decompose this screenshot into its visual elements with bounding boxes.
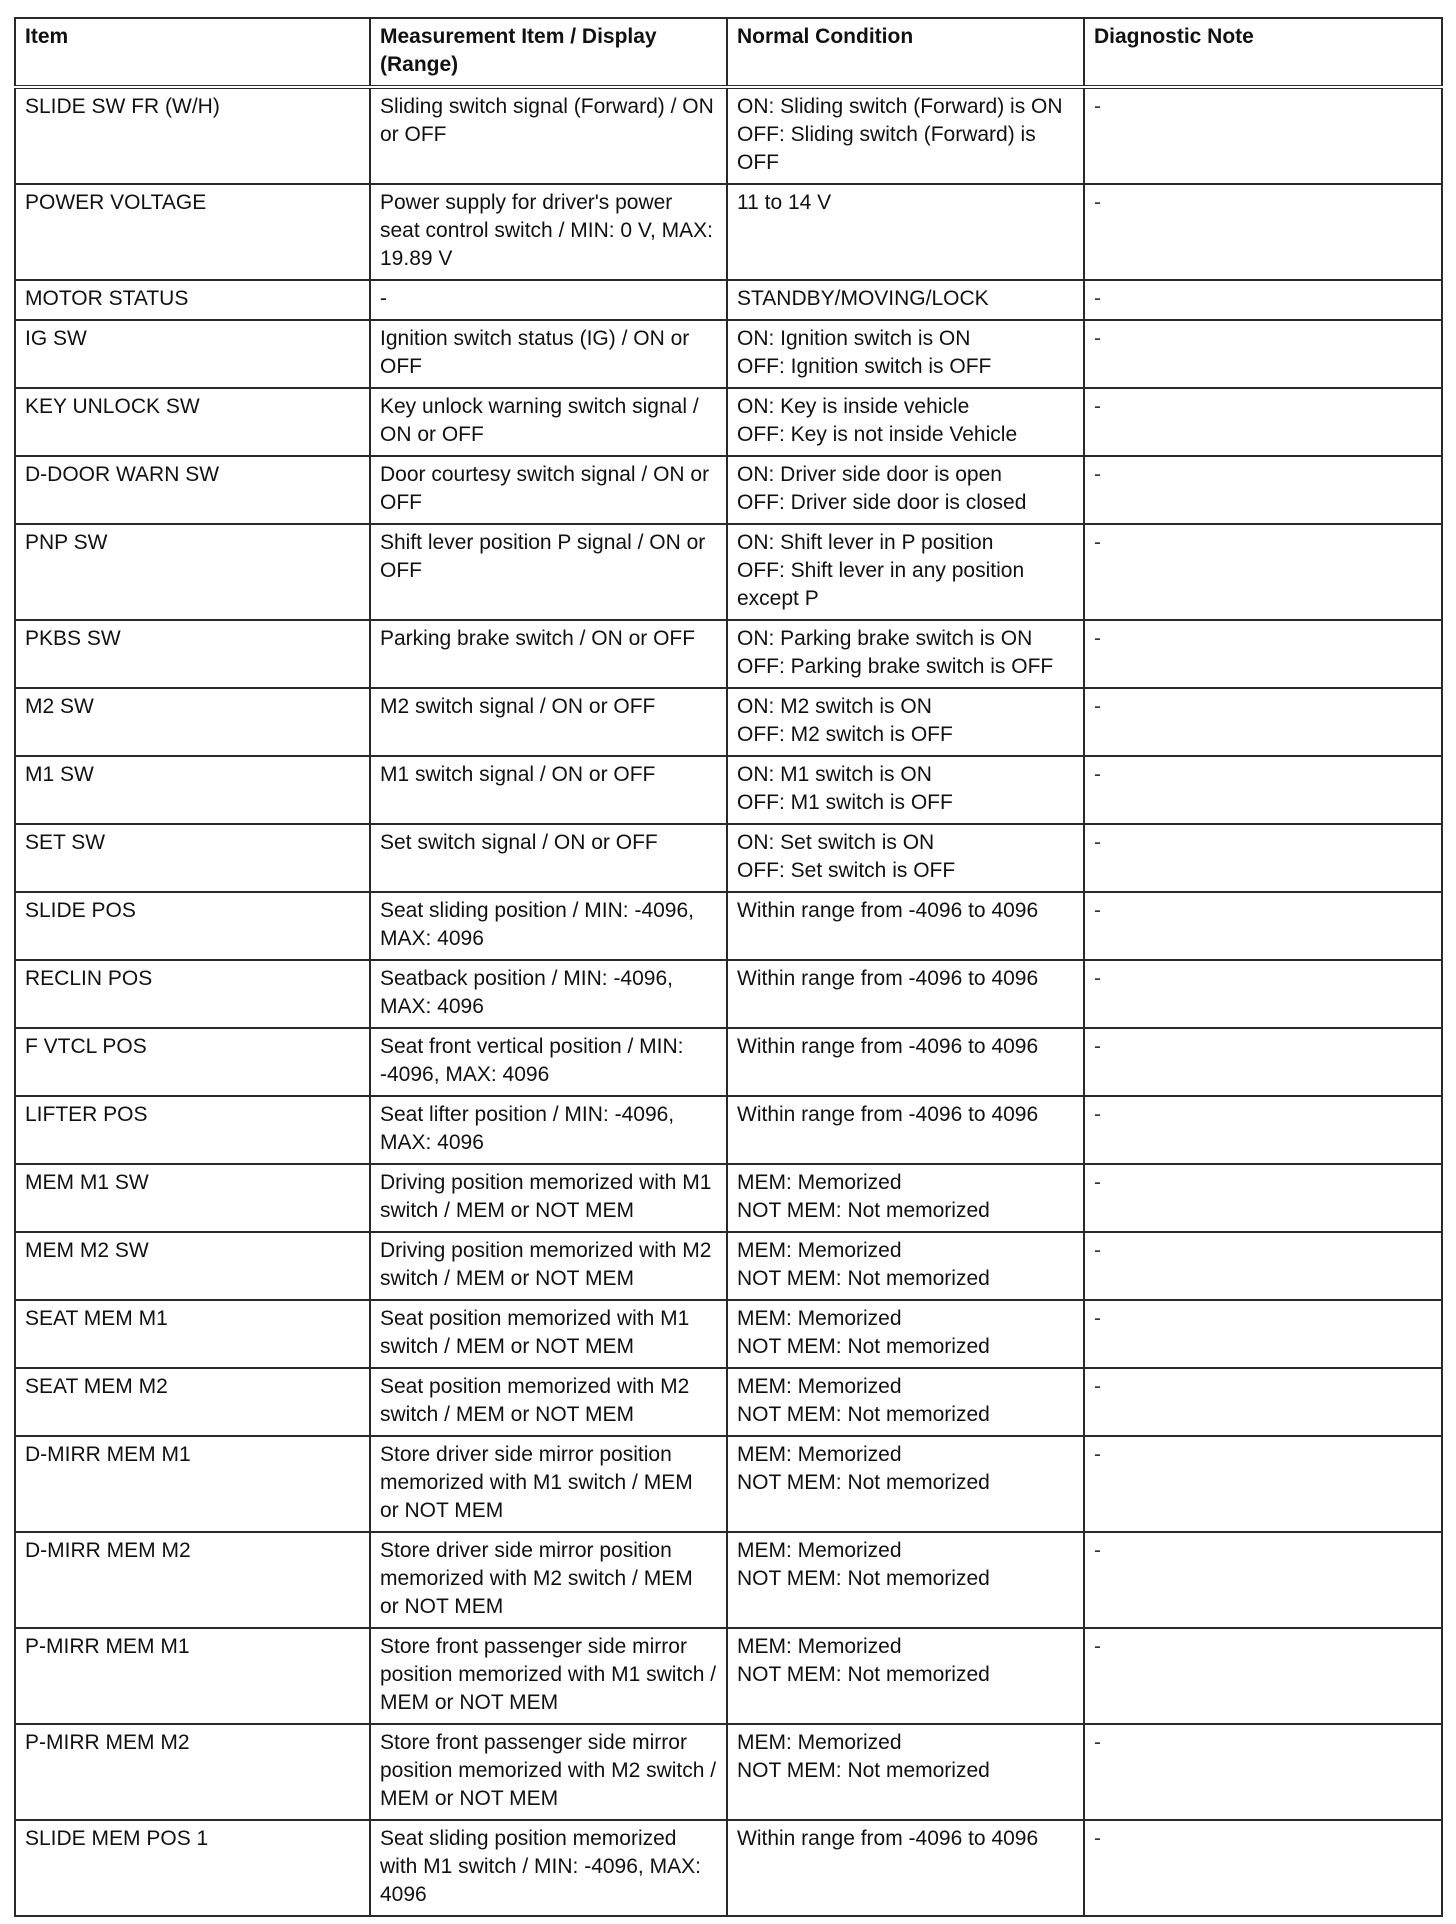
cell-diagnostic-note: - xyxy=(1084,824,1442,892)
cell-diagnostic-note: - xyxy=(1084,1028,1442,1096)
table-row xyxy=(15,1436,1442,1532)
cell-item: SEAT MEM M1 xyxy=(15,1300,370,1368)
cell-measurement: Seatback position / MIN: -4096, MAX: 4096 xyxy=(370,960,727,1028)
cell-item: D-DOOR WARN SW xyxy=(15,456,370,524)
table-row xyxy=(15,1164,1442,1232)
cell-normal-condition: STANDBY/MOVING/LOCK xyxy=(727,280,1084,320)
cell-measurement: M1 switch signal / ON or OFF xyxy=(370,756,727,824)
cell-measurement: - xyxy=(370,280,727,320)
cell-item: F VTCL POS xyxy=(15,1028,370,1096)
cell-normal-condition: ON: Parking brake switch is ON OFF: Parking brake switch is OFF xyxy=(727,620,1084,688)
cell-measurement: Parking brake switch / ON or OFF xyxy=(370,620,727,688)
table-row xyxy=(15,824,1442,892)
cell-item: MOTOR STATUS xyxy=(15,280,370,320)
cell-measurement: Seat front vertical position / MIN: -4096, MAX: 4096 xyxy=(370,1028,727,1096)
cell-item: IG SW xyxy=(15,320,370,388)
cell-item: P-MIRR MEM M2 xyxy=(15,1724,370,1820)
table-row xyxy=(15,756,1442,824)
cell-diagnostic-note: - xyxy=(1084,1164,1442,1232)
cell-measurement: Set switch signal / ON or OFF xyxy=(370,824,727,892)
table-row xyxy=(15,184,1442,280)
cell-measurement: Seat lifter position / MIN: -4096, MAX: 4096 xyxy=(370,1096,727,1164)
cell-item: PKBS SW xyxy=(15,620,370,688)
header-measurement: Measurement Item / Display (Range) xyxy=(370,18,727,87)
cell-diagnostic-note: - xyxy=(1084,1532,1442,1628)
cell-item: SEAT MEM M2 xyxy=(15,1368,370,1436)
cell-diagnostic-note: - xyxy=(1084,1628,1442,1724)
cell-item: M1 SW xyxy=(15,756,370,824)
cell-normal-condition: ON: Shift lever in P position OFF: Shift lever in any position except P xyxy=(727,524,1084,620)
cell-measurement: Sliding switch signal (Forward) / ON or OFF xyxy=(370,87,727,184)
cell-normal-condition: MEM: Memorized NOT MEM: Not memorized xyxy=(727,1164,1084,1232)
cell-diagnostic-note: - xyxy=(1084,87,1442,184)
data-list-table xyxy=(14,17,1443,1917)
cell-item: SLIDE POS xyxy=(15,892,370,960)
cell-diagnostic-note: - xyxy=(1084,388,1442,456)
cell-normal-condition: ON: Ignition switch is ON OFF: Ignition switch is OFF xyxy=(727,320,1084,388)
cell-item: PNP SW xyxy=(15,524,370,620)
cell-measurement: Key unlock warning switch signal / ON or OFF xyxy=(370,388,727,456)
table-row xyxy=(15,87,1442,184)
cell-measurement: Door courtesy switch signal / ON or OFF xyxy=(370,456,727,524)
cell-diagnostic-note: - xyxy=(1084,620,1442,688)
cell-diagnostic-note: - xyxy=(1084,960,1442,1028)
cell-measurement: Seat position memorized with M2 switch / MEM or NOT MEM xyxy=(370,1368,727,1436)
cell-normal-condition: MEM: Memorized NOT MEM: Not memorized xyxy=(727,1724,1084,1820)
cell-item: KEY UNLOCK SW xyxy=(15,388,370,456)
cell-normal-condition: ON: Driver side door is open OFF: Driver side door is closed xyxy=(727,456,1084,524)
table-row xyxy=(15,1232,1442,1300)
cell-measurement: Seat sliding position / MIN: -4096, MAX: 4096 xyxy=(370,892,727,960)
cell-diagnostic-note: - xyxy=(1084,1232,1442,1300)
cell-item: MEM M1 SW xyxy=(15,1164,370,1232)
cell-normal-condition: Within range from -4096 to 4096 xyxy=(727,1820,1084,1916)
cell-item: P-MIRR MEM M1 xyxy=(15,1628,370,1724)
cell-normal-condition: Within range from -4096 to 4096 xyxy=(727,1028,1084,1096)
cell-diagnostic-note: - xyxy=(1084,1368,1442,1436)
cell-measurement: Driving position memorized with M1 switch / MEM or NOT MEM xyxy=(370,1164,727,1232)
cell-diagnostic-note: - xyxy=(1084,892,1442,960)
cell-item: MEM M2 SW xyxy=(15,1232,370,1300)
cell-item: RECLIN POS xyxy=(15,960,370,1028)
cell-normal-condition: ON: Key is inside vehicle OFF: Key is not inside Vehicle xyxy=(727,388,1084,456)
table-row xyxy=(15,1820,1442,1916)
cell-normal-condition: MEM: Memorized NOT MEM: Not memorized xyxy=(727,1232,1084,1300)
cell-diagnostic-note: - xyxy=(1084,320,1442,388)
cell-item: SLIDE SW FR (W/H) xyxy=(15,87,370,184)
table-row xyxy=(15,320,1442,388)
table-row xyxy=(15,1724,1442,1820)
table-row xyxy=(15,892,1442,960)
cell-normal-condition: ON: M1 switch is ON OFF: M1 switch is OFF xyxy=(727,756,1084,824)
cell-normal-condition: MEM: Memorized NOT MEM: Not memorized xyxy=(727,1628,1084,1724)
cell-measurement: M2 switch signal / ON or OFF xyxy=(370,688,727,756)
cell-normal-condition: Within range from -4096 to 4096 xyxy=(727,892,1084,960)
cell-measurement: Store front passenger side mirror position memorized with M1 switch / MEM or NOT MEM xyxy=(370,1628,727,1724)
cell-measurement: Store driver side mirror position memorized with M2 switch / MEM or NOT MEM xyxy=(370,1532,727,1628)
header-item: Item xyxy=(15,18,370,87)
cell-item: POWER VOLTAGE xyxy=(15,184,370,280)
cell-normal-condition: MEM: Memorized NOT MEM: Not memorized xyxy=(727,1436,1084,1532)
cell-diagnostic-note: - xyxy=(1084,1300,1442,1368)
cell-normal-condition: MEM: Memorized NOT MEM: Not memorized xyxy=(727,1300,1084,1368)
cell-diagnostic-note: - xyxy=(1084,1096,1442,1164)
table-row xyxy=(15,1532,1442,1628)
cell-item: D-MIRR MEM M1 xyxy=(15,1436,370,1532)
cell-measurement: Seat position memorized with M1 switch / MEM or NOT MEM xyxy=(370,1300,727,1368)
cell-diagnostic-note: - xyxy=(1084,280,1442,320)
cell-diagnostic-note: - xyxy=(1084,524,1442,620)
cell-diagnostic-note: - xyxy=(1084,1724,1442,1820)
table-row xyxy=(15,388,1442,456)
cell-item: LIFTER POS xyxy=(15,1096,370,1164)
cell-diagnostic-note: - xyxy=(1084,456,1442,524)
cell-diagnostic-note: - xyxy=(1084,1436,1442,1532)
data-list-sheet xyxy=(14,17,1441,1917)
cell-normal-condition: MEM: Memorized NOT MEM: Not memorized xyxy=(727,1532,1084,1628)
cell-item: M2 SW xyxy=(15,688,370,756)
cell-normal-condition: MEM: Memorized NOT MEM: Not memorized xyxy=(727,1368,1084,1436)
table-row xyxy=(15,1028,1442,1096)
cell-measurement: Store driver side mirror position memorized with M1 switch / MEM or NOT MEM xyxy=(370,1436,727,1532)
cell-measurement: Driving position memorized with M2 switch / MEM or NOT MEM xyxy=(370,1232,727,1300)
table-row xyxy=(15,960,1442,1028)
table-body xyxy=(15,87,1442,1916)
table-row xyxy=(15,620,1442,688)
cell-diagnostic-note: - xyxy=(1084,184,1442,280)
cell-item: D-MIRR MEM M2 xyxy=(15,1532,370,1628)
cell-measurement: Store front passenger side mirror position memorized with M2 switch / MEM or NOT MEM xyxy=(370,1724,727,1820)
cell-item: SET SW xyxy=(15,824,370,892)
table-row xyxy=(15,1300,1442,1368)
cell-normal-condition: 11 to 14 V xyxy=(727,184,1084,280)
cell-diagnostic-note: - xyxy=(1084,688,1442,756)
table-row xyxy=(15,688,1442,756)
cell-normal-condition: Within range from -4096 to 4096 xyxy=(727,1096,1084,1164)
table-row xyxy=(15,456,1442,524)
cell-normal-condition: ON: Set switch is ON OFF: Set switch is OFF xyxy=(727,824,1084,892)
table-row xyxy=(15,1096,1442,1164)
cell-measurement: Power supply for driver's power seat control switch / MIN: 0 V, MAX: 19.89 V xyxy=(370,184,727,280)
cell-normal-condition: ON: M2 switch is ON OFF: M2 switch is OFF xyxy=(727,688,1084,756)
header-diagnostic-note: Diagnostic Note xyxy=(1084,18,1442,87)
header-row xyxy=(15,18,1442,87)
table-row xyxy=(15,280,1442,320)
table-row xyxy=(15,1628,1442,1724)
cell-measurement: Seat sliding position memorized with M1 switch / MIN: -4096, MAX: 4096 xyxy=(370,1820,727,1916)
cell-item: SLIDE MEM POS 1 xyxy=(15,1820,370,1916)
cell-diagnostic-note: - xyxy=(1084,756,1442,824)
table-row xyxy=(15,524,1442,620)
cell-measurement: Shift lever position P signal / ON or OFF xyxy=(370,524,727,620)
header-normal-condition: Normal Condition xyxy=(727,18,1084,87)
cell-normal-condition: Within range from -4096 to 4096 xyxy=(727,960,1084,1028)
table-row xyxy=(15,1368,1442,1436)
cell-normal-condition: ON: Sliding switch (Forward) is ON OFF: Sliding switch (Forward) is OFF xyxy=(727,87,1084,184)
cell-measurement: Ignition switch status (IG) / ON or OFF xyxy=(370,320,727,388)
cell-diagnostic-note: - xyxy=(1084,1820,1442,1916)
